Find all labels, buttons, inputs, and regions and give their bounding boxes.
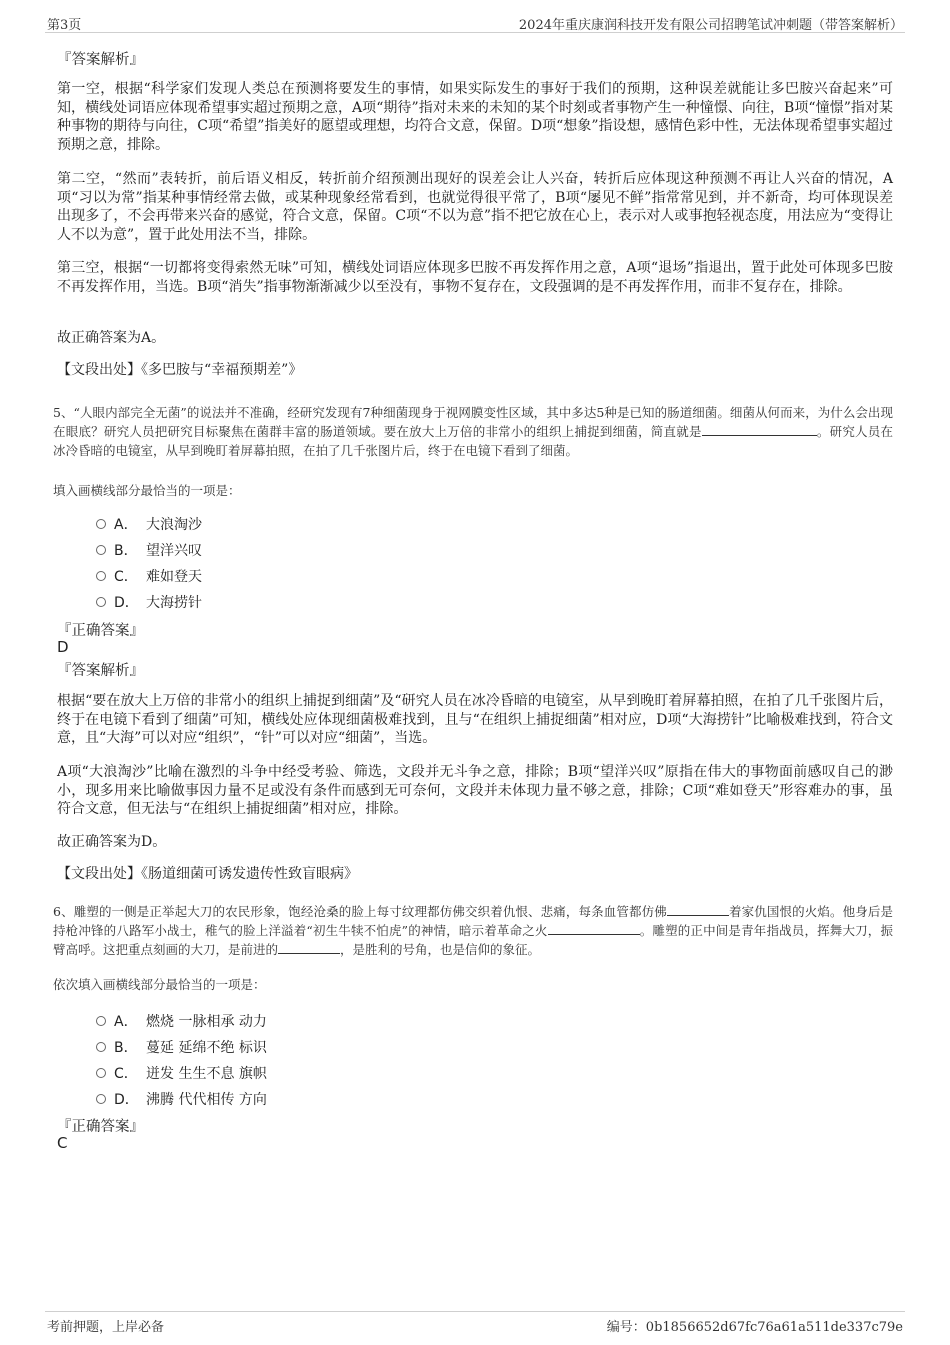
answer-blank [278,941,340,954]
answer-blank [667,903,729,916]
analysis-paragraph: 第一空，根据“科学家们发现人类总在预测将要发生的事情，如果实际发生的事好于我们的预期，这种误差就能让多巴胺兴奋起来”可知，横线处词语应体现希望事实超过预期之意，A项“期待”指对未来的未知的某个时刻或者事物产生一种憧憬、向往，B项“憧憬”指对某种事物的期待与向往，C项“希望”指美好的愿望或理想，均符合文意，保留。D项“想象”指设想，感情色彩中性，无法体现希望事实超过预期之意，排除。 [57,81,893,153]
document-title: 2024年重庆康润科技开发有限公司招聘笔试冲刺题（带答案解析） [518,18,903,33]
conclusion: 故正确答案为D。 [57,834,167,850]
radio-icon[interactable] [96,1094,106,1104]
answer-blank [702,423,817,436]
analysis-label: 『答案解析』 [57,663,144,679]
radio-icon[interactable] [96,1042,106,1052]
question-6-text: 6、雕塑的一侧是正举起大刀的农民形象，饱经沧桑的脸上每寸纹理都仿佛交织着仇恨、悲痛，每条血管都仿佛 着家仇国恨的火焰。他身后是持枪冲锋的八路军小战士，稚气的脸上洋溢着“初生牛犊不怕虎”的神情，暗示着革命之火 。雕塑的正中间是青年指战员，挥舞大刀，振臂高呼。这把重点刻画的大刀，是前进的 ，是胜利的号角，也是信仰的象征。 [53,904,893,957]
source-citation: 【文段出处】《多巴胺与“幸福预期差”》 [57,362,303,378]
analysis-paragraph: 第二空，“然而”表转折，前后语义相反，转折前介绍预测出现好的误差会让人兴奋，转折后应体现这种预测不再让人兴奋的情况，A项“习以为常”指某种事情经常去做，或某种现象经常看到，也就觉得很平常了，B项“屡见不鲜”指常常见到，并不新奇，均可体现误差出现多了，不会再带来兴奋的感觉，符合文意，保留。C项“不以为意”指不把它放在心上，表示对人或事抱轻视态度，用法应为“变得让人不以为意”，置于此处用法不当，排除。 [57,171,893,243]
question-5-text: 5、“人眼内部完全无菌”的说法并不准确，经研究发现有7种细菌现身于视网膜变性区域，其中多达5种是已知的肠道细菌。细菌从何而来，为什么会出现在眼底？研究人员把研究目标聚焦在菌群丰富的肠道领域。要在放大上万倍的非常小的组织上捕捉到细菌，简直就是 。研究人员在冰冷昏暗的电镜室，从早到晚盯着屏幕拍照，在拍了几千张图片后，终于在电镜下看到了细菌。 [53,405,893,458]
conclusion: 故正确答案为A。 [57,330,166,346]
page-header [45,10,905,33]
analysis-paragraph: A项“大浪淘沙”比喻在激烈的斗争中经受考验、筛选，文段并无斗争之意，排除；B项“望洋兴叹”原指在伟大的事物面前感叹自己的渺小，现多用来比喻做事因力量不足或没有条件而感到无可奈何，文段并未体现力量不够之意，排除；C项“难如登天”形容难办的事，虽符合文意，但无法与“在组织上捕捉细菌”相对应，排除。 [57,764,893,817]
correct-answer-label: 『正确答案』 [57,623,144,639]
radio-icon[interactable] [96,571,106,581]
question-5-prompt: 填入画横线部分最恰当的一项是： [53,483,241,498]
page-number: 第3页 [47,18,82,33]
radio-icon[interactable] [96,519,106,529]
source-citation: 【文段出处】《肠道细菌可诱发遗传性致盲眼病》 [57,866,358,882]
radio-icon[interactable] [96,545,106,555]
answer-blank [548,922,640,935]
analysis-paragraph: 根据“要在放大上万倍的非常小的组织上捕捉到细菌”及“研究人员在冰冷昏暗的电镜室，从早到晚盯着屏幕拍照，在拍了几千张图片后，终于在电镜下看到了细菌”可知，横线处应体现细菌极难找到，且与“在组织上捕捉细菌”相对应，D项“大海捞针”比喻极难找到，符合文意，且“大海”可以对应“组织”，“针”可以对应“细菌”，当选。 [57,693,893,746]
correct-answer-label: 『正确答案』 [57,1119,144,1135]
radio-icon[interactable] [96,1068,106,1078]
radio-icon[interactable] [96,1016,106,1026]
correct-answer: C [57,1134,68,1152]
analysis-paragraph: 第三空，根据“一切都将变得索然无味”可知，横线处词语应体现多巴胺不再发挥作用之意，A项“退场”指退出，置于此处可体现多巴胺不再发挥作用，当选。B项“消失”指事物渐渐减少以至没有，事物不复存在，文段强调的是不再发挥作用，而非不复存在，排除。 [57,260,893,295]
correct-answer: D [57,638,69,656]
footer-slogan: 考前押题，上岸必备 [47,1320,165,1335]
radio-icon[interactable] [96,597,106,607]
question-6-prompt: 依次填入画横线部分最恰当的一项是： [53,977,266,992]
document-id: 编号：0b1856652d67fc76a61a511de337c79e [606,1320,903,1335]
analysis-label: 『答案解析』 [57,52,144,68]
page-footer [45,1311,905,1336]
